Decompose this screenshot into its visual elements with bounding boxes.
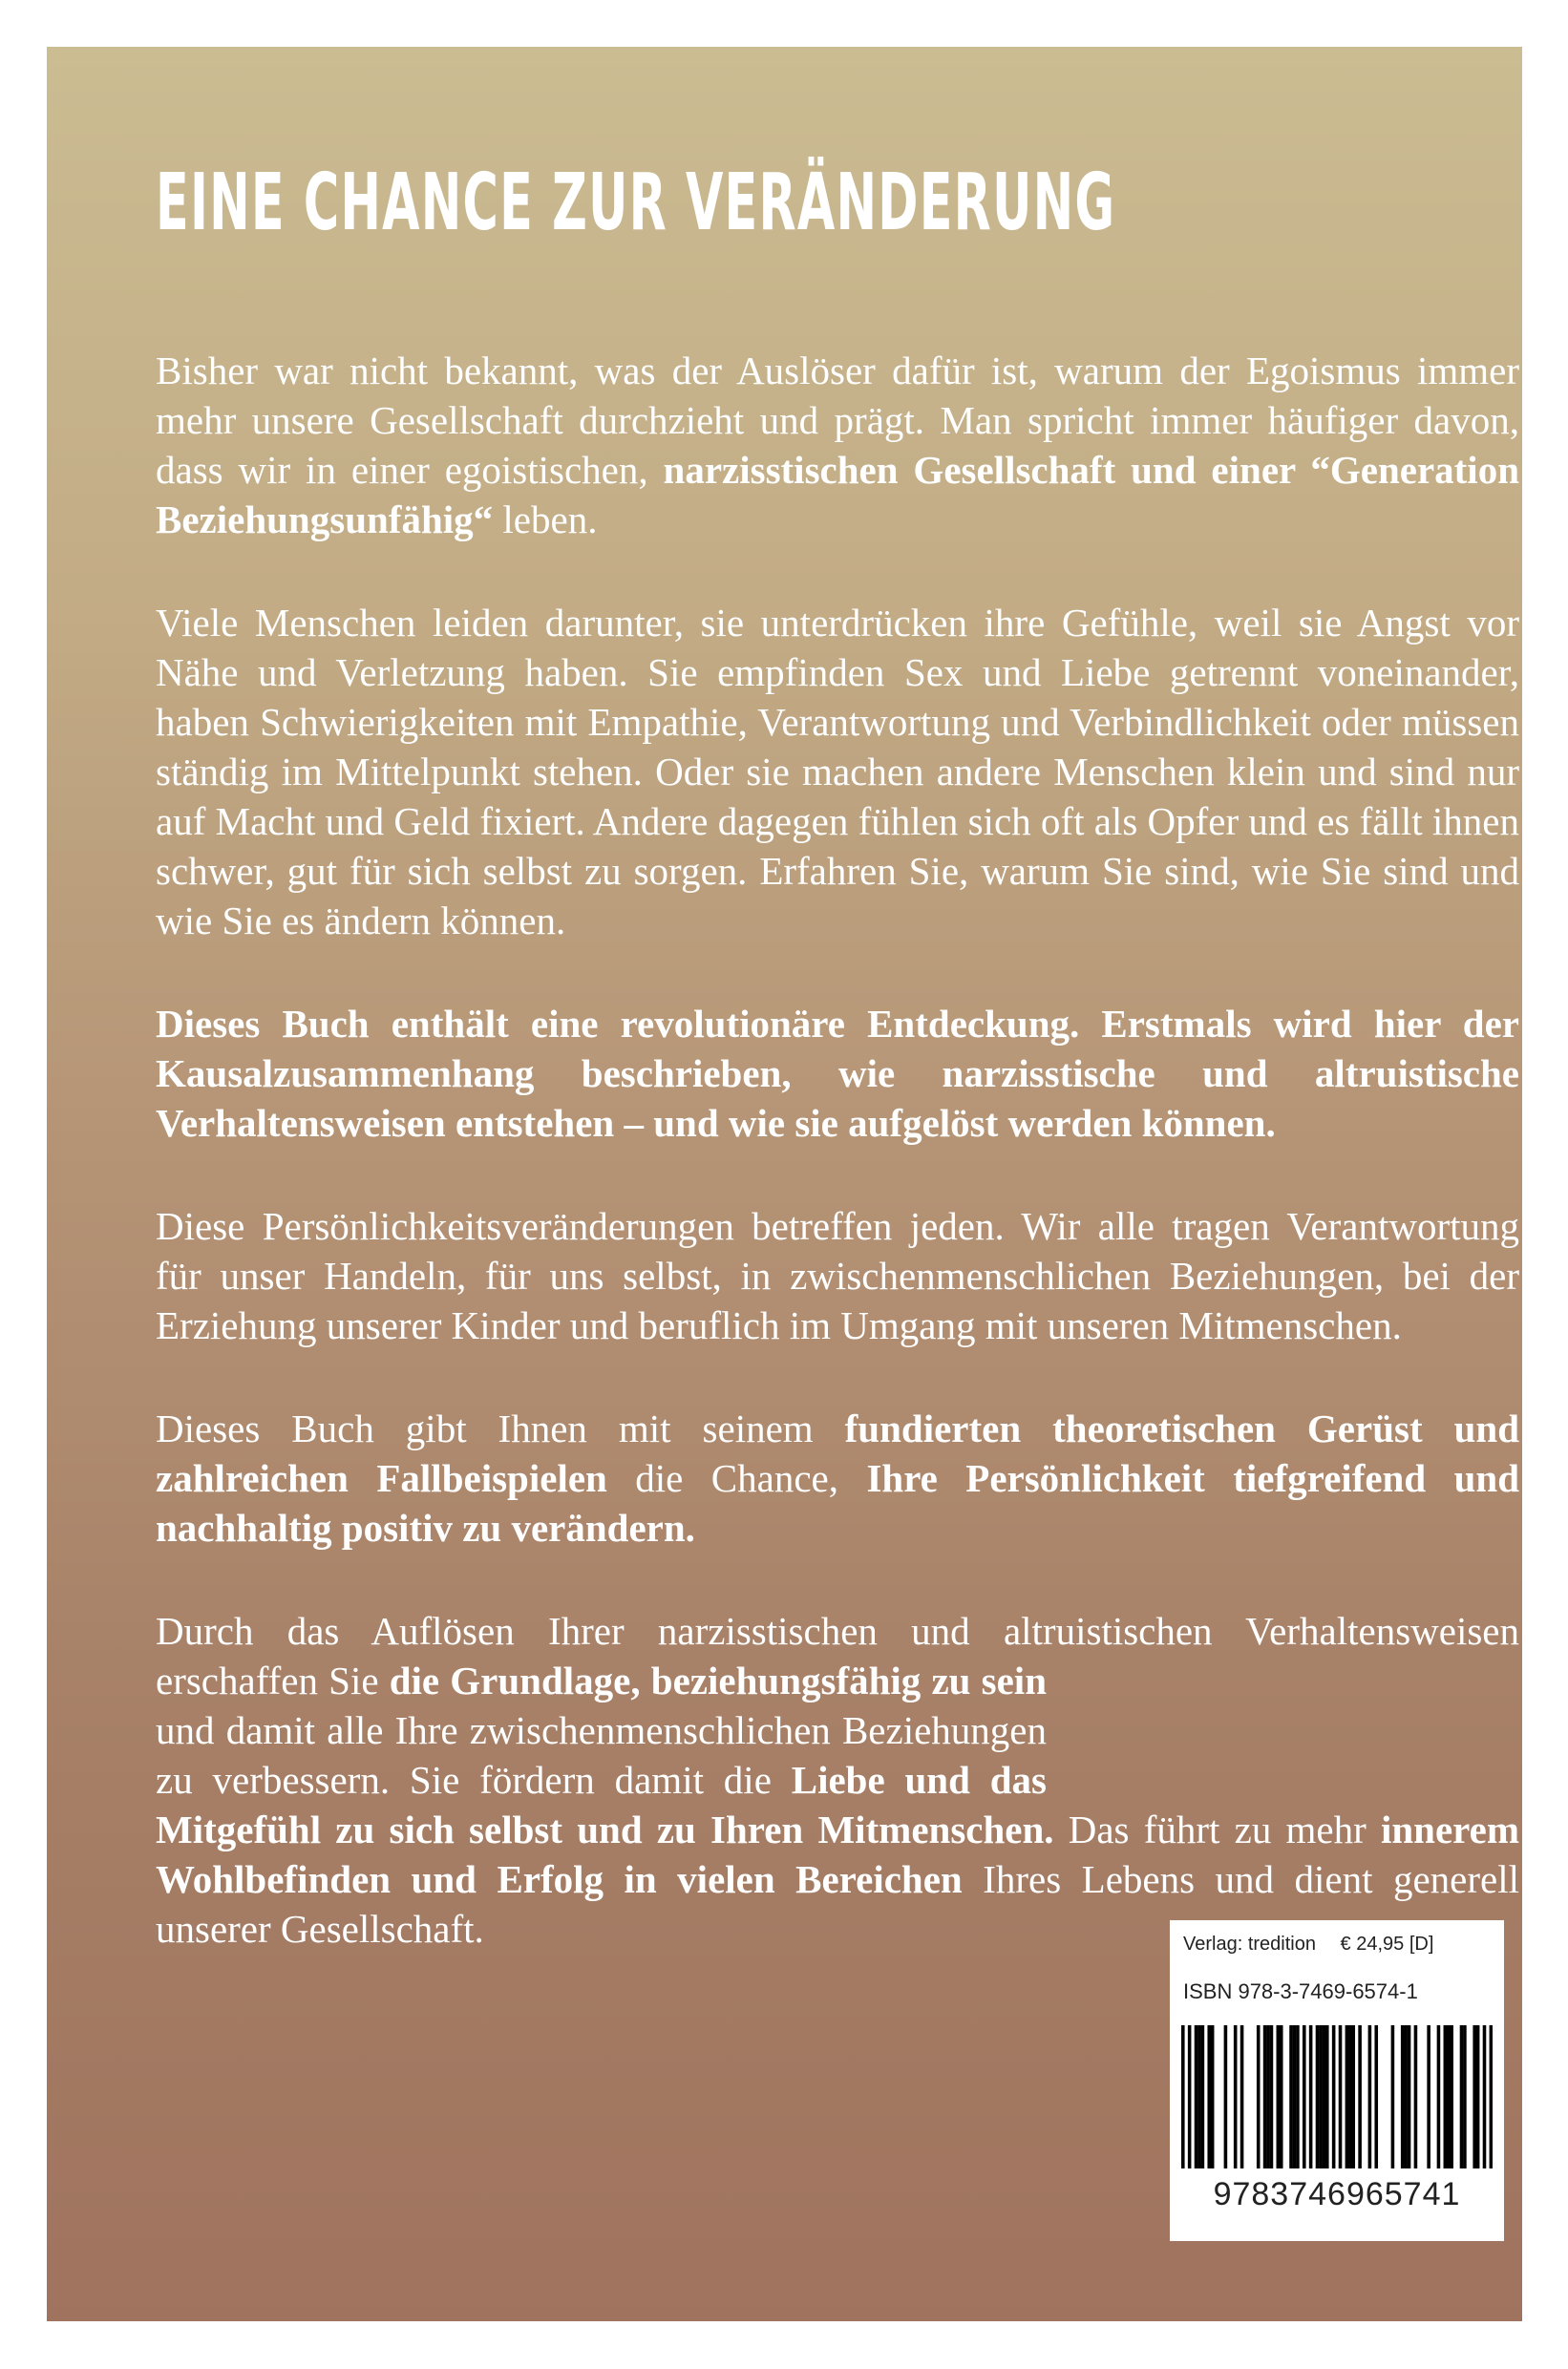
barcode-bar xyxy=(1427,2025,1430,2168)
isbn-label: ISBN 978-3-7469-6574-1 xyxy=(1183,1979,1418,2003)
barcode-bar xyxy=(1414,2025,1418,2168)
barcode-number: 9783746965741 xyxy=(1213,2176,1461,2212)
barcode-bar xyxy=(1289,2025,1293,2168)
barcode-bar xyxy=(1240,2025,1244,2168)
barcode-bar xyxy=(1325,2025,1329,2168)
paragraph-6-emphasis-3: innerem Wohlbefinden und Erfolg in vielen Bereichen xyxy=(156,1808,1519,1901)
barcode-bar xyxy=(1211,2025,1215,2168)
barcode-bar xyxy=(1280,2025,1283,2168)
paragraph-3 xyxy=(156,999,1519,1148)
barcode-bar xyxy=(1303,2025,1306,2168)
paragraph-5-emphasis-2: Ihre Persönlichkeit tiefgreifend und nachhaltig positiv zu verändern. xyxy=(156,1456,1519,1550)
paragraph-6-wrap xyxy=(156,1606,1519,1954)
paragraph-6-end: Ihres Lebens und dient generell unserer Gesellschaft. xyxy=(156,1857,1519,1951)
price-label: € 24,95 [D] xyxy=(1340,1934,1434,1955)
paragraph-5-emphasis-1: fundierten theoretischen Gerüst und zahlreichen Fallbeispielen xyxy=(156,1407,1519,1500)
paragraph-1-emphasis: narzisstischen Gesellschaft und einer “Generation Beziehungsunfähig“ xyxy=(156,448,1520,541)
barcode-bar xyxy=(1408,2025,1411,2168)
barcode-bar xyxy=(1316,2025,1320,2168)
barcode-bar xyxy=(1437,2025,1441,2168)
barcode-bar xyxy=(1358,2025,1362,2168)
barcode-bar xyxy=(1444,2025,1448,2168)
barcode-bar xyxy=(1348,2025,1352,2168)
barcode-bar xyxy=(1197,2025,1201,2168)
paragraph-1 xyxy=(156,346,1519,544)
paragraph-6 xyxy=(156,1606,1519,1954)
paragraph-1-text: Bisher war nicht bekannt, was der Auslöser dafür ist, warum der Egoismus immer mehr unsere Gesellschaft durchzieht und prägt. Man spricht immer häufiger davon, dass wir in einer egoistischen, xyxy=(156,349,1519,492)
barcode-bar xyxy=(1323,2025,1326,2168)
barcode-bar xyxy=(1201,2025,1205,2168)
barcode-bar xyxy=(1296,2025,1300,2168)
barcode-bar xyxy=(1263,2025,1267,2168)
paragraph-6-mid-1: und damit alle Ihre zwischenmenschlichen Beziehungen zu verbessern. Sie fördern damit die xyxy=(156,1708,1047,1802)
barcode-bar xyxy=(1460,2025,1464,2168)
barcode-bar xyxy=(1346,2025,1349,2168)
paragraph-5-text: Dieses Buch gibt Ihnen mit seinem xyxy=(156,1407,845,1450)
isbn-info-box xyxy=(1170,1920,1504,2241)
barcode-bar xyxy=(1476,2025,1480,2168)
paragraph-4: Diese Persönlichkeitsveränderungen betreffen jeden. Wir alle tragen Verantwortung für unser Handeln, für uns selbst, in zwischenmenschlichen Beziehungen, bei der Erziehung unserer Kinder und beruflich im Umgang mit unseren Mitmenschen. xyxy=(156,1204,1519,1347)
paragraph-6-emphasis-2: Liebe und das Mitgefühl zu sich selbst und zu Ihren Mitmenschen. xyxy=(156,1758,1054,1851)
barcode-bar xyxy=(1483,2025,1487,2168)
barcode-bar xyxy=(1463,2025,1467,2168)
barcode-bar xyxy=(1266,2025,1270,2168)
barcode-bar xyxy=(1339,2025,1343,2168)
barcode-bar xyxy=(1195,2025,1198,2168)
paragraph-6-text: Durch das Auflösen Ihrer narzisstischen und altruistischen Verhaltensweisen erschaffen Sie xyxy=(156,1609,1519,1703)
barcode-bar xyxy=(1332,2025,1336,2168)
publisher-price-row xyxy=(1183,1934,1433,1956)
paragraph-5-mid: die Chance, xyxy=(606,1456,867,1500)
barcode-bar xyxy=(1401,2025,1405,2168)
paragraph-1-end: leben. xyxy=(493,497,598,541)
barcode-bar xyxy=(1270,2025,1274,2168)
barcode-bar xyxy=(1188,2025,1192,2168)
barcode-bar xyxy=(1450,2025,1453,2168)
barcode-bar xyxy=(1391,2025,1395,2168)
barcode-image xyxy=(1181,2025,1493,2168)
barcode-bar xyxy=(1319,2025,1323,2168)
paragraph-3-bold: Dieses Buch enthält eine revolutionäre Entdeckung. Erstmals wird hier der Kausalzusammenhang beschrieben, wie narzisstische und altruistische Verhaltensweisen entstehen – und wie sie aufgelöst werden können. xyxy=(156,1002,1519,1145)
barcode-bar xyxy=(1368,2025,1372,2168)
book-back-cover xyxy=(47,47,1522,2321)
barcode-bar xyxy=(1181,2025,1185,2168)
barcode-bar xyxy=(1447,2025,1451,2168)
barcode-bar xyxy=(1234,2025,1238,2168)
barcode-bar xyxy=(1374,2025,1378,2168)
paragraph-6-emphasis-1: die Grundlage, beziehungsfähig zu sein xyxy=(389,1659,1047,1703)
paragraph-6-mid-2: Das führt zu mehr xyxy=(1053,1808,1381,1851)
paragraph-5 xyxy=(156,1404,1519,1553)
barcode-bar xyxy=(1207,2025,1211,2168)
barcode-bar xyxy=(1277,2025,1281,2168)
publisher-label: Verlag: tredition xyxy=(1183,1934,1316,1955)
barcode-bar xyxy=(1473,2025,1476,2168)
barcode-bar xyxy=(1309,2025,1313,2168)
barcode-bar xyxy=(1224,2025,1228,2168)
infobox-spacer xyxy=(1047,1710,1519,1801)
paragraph-2: Viele Menschen leiden darunter, sie unterdrücken ihre Gefühle, weil sie Angst vor Nähe und Verletzung haben. Sie empfinden Sex und Liebe getrennt voneinander, haben Schwierigkeiten mit Empathie, Verantwortung und Verbindlichkeit oder müssen ständig im Mittelpunkt stehen. Oder sie machen andere Menschen klein und sind nur auf Macht und Geld fixiert. Andere dagegen fühlen sich oft als Opfer und es fällt ihnen schwer, gut für sich selbst zu sorgen. Erfahren Sie, warum Sie sind, wie Sie sind und wie Sie es ändern können. xyxy=(156,601,1519,942)
barcode-bar xyxy=(1351,2025,1355,2168)
barcode-bar xyxy=(1404,2025,1408,2168)
blurb-text xyxy=(156,346,1519,1954)
barcode-bar xyxy=(1490,2025,1493,2168)
cover-title: EINE CHANCE ZUR VERÄNDERUNG xyxy=(156,158,1116,248)
barcode-bar xyxy=(1293,2025,1297,2168)
barcode-bar xyxy=(1257,2025,1261,2168)
